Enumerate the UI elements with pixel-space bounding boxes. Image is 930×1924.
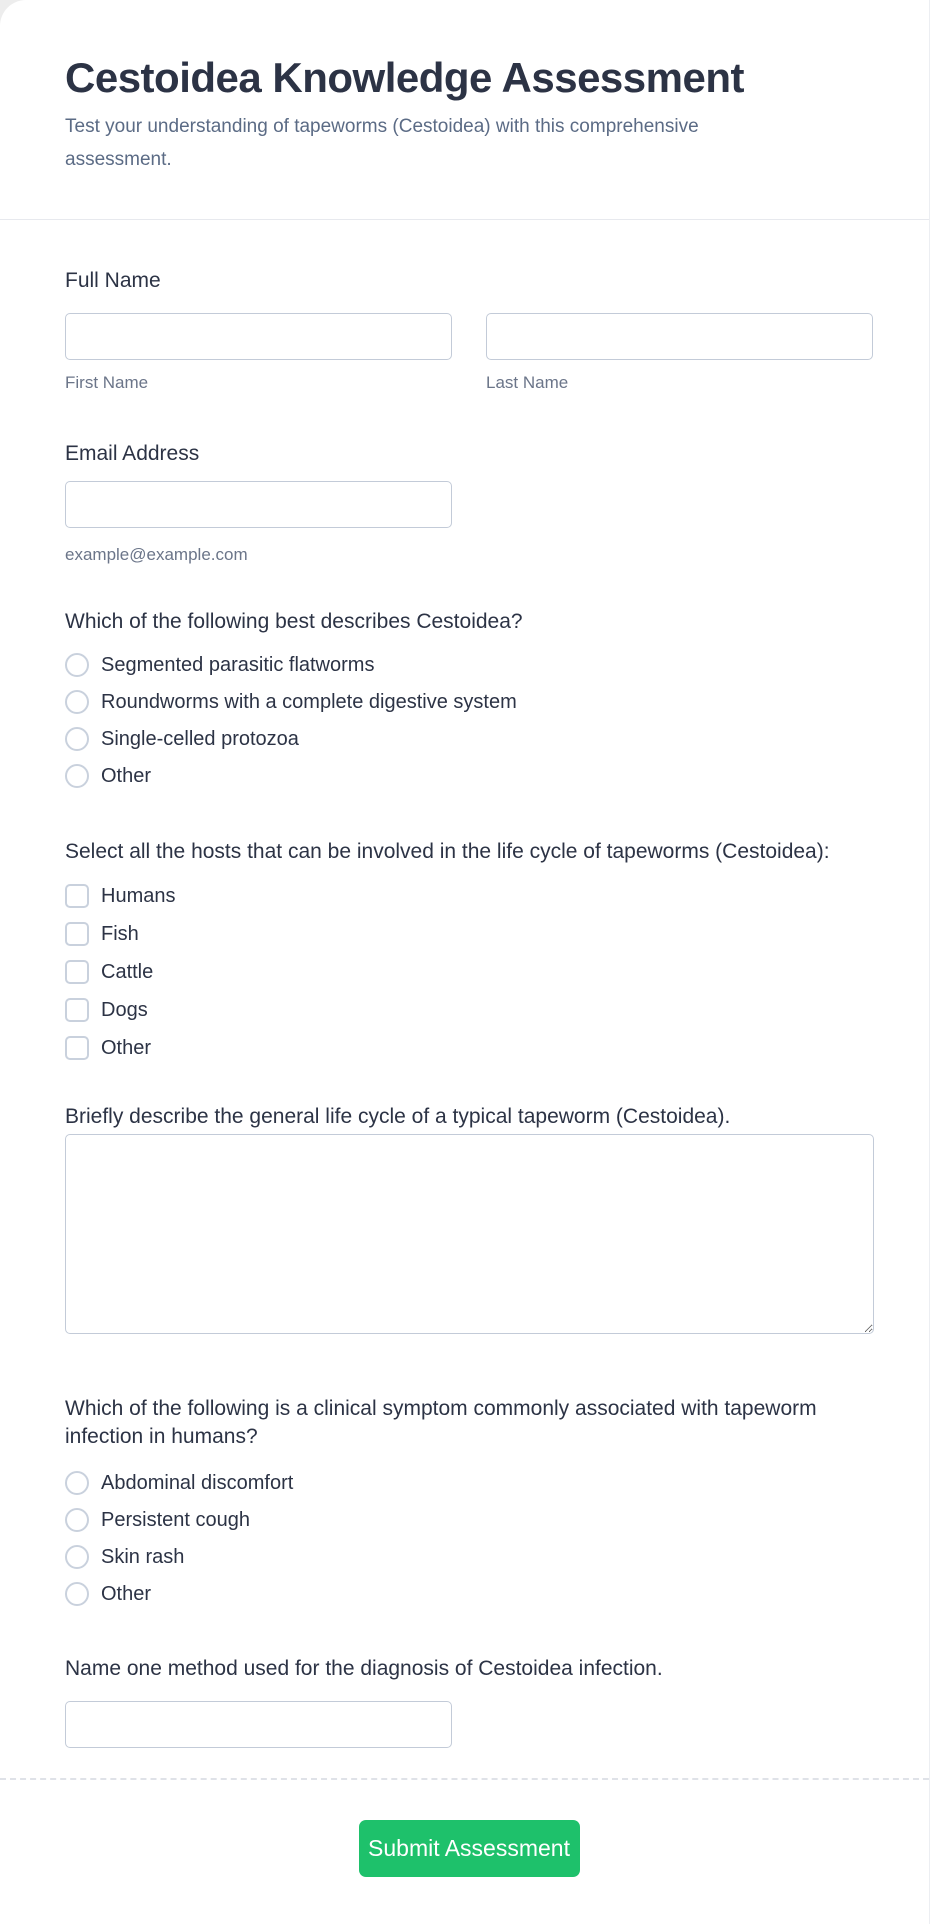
email-hint: example@example.com — [65, 545, 248, 564]
hosts-question-label: Select all the hosts that can be involved in the life cycle of tapeworms (Cestoidea): — [65, 840, 830, 863]
describe-question-label: Which of the following best describes Cestoidea? — [65, 610, 523, 633]
checkbox-option-row[interactable] — [65, 960, 873, 984]
checkbox-option-row[interactable] — [65, 1036, 873, 1060]
submit-section — [0, 1778, 929, 1923]
checkbox-option-label: Cattle — [101, 961, 154, 983]
checkbox-icon[interactable] — [65, 998, 89, 1022]
symptom-question-label: Which of the following is a clinical symptom commonly associated with tapeworm infection in humans? — [65, 1397, 817, 1448]
diagnosis-input[interactable] — [65, 1701, 452, 1748]
checkbox-icon[interactable] — [65, 1036, 89, 1060]
radio-icon[interactable] — [65, 653, 89, 677]
checkbox-option-row[interactable] — [65, 998, 873, 1022]
checkbox-icon[interactable] — [65, 960, 89, 984]
radio-icon[interactable] — [65, 1545, 89, 1569]
radio-option-row[interactable] — [65, 764, 873, 788]
checkbox-option-row[interactable] — [65, 884, 873, 908]
radio-icon[interactable] — [65, 764, 89, 788]
symptom-options-list — [65, 1471, 873, 1606]
radio-option-row[interactable] — [65, 1471, 873, 1495]
form-header — [0, 0, 929, 220]
questions-area — [0, 270, 929, 1748]
radio-option-row[interactable] — [65, 1582, 873, 1606]
checkbox-option-label: Dogs — [101, 999, 148, 1021]
checkbox-option-label: Humans — [101, 885, 176, 907]
checkbox-option-label: Other — [101, 1037, 152, 1059]
radio-icon[interactable] — [65, 690, 89, 714]
last-name-sublabel: Last Name — [486, 373, 569, 392]
full-name-sublabels-row — [65, 374, 873, 391]
radio-icon[interactable] — [65, 727, 89, 751]
radio-icon[interactable] — [65, 1582, 89, 1606]
full-name-label: Full Name — [65, 269, 161, 292]
diagnosis-question-label: Name one method used for the diagnosis of Cestoidea infection. — [65, 1657, 663, 1680]
radio-option-row[interactable] — [65, 727, 873, 751]
email-label: Email Address — [65, 442, 200, 465]
checkbox-icon[interactable] — [65, 884, 89, 908]
radio-option-label: Other — [101, 765, 152, 787]
checkbox-icon[interactable] — [65, 922, 89, 946]
form-title: Cestoidea Knowledge Assessment — [65, 54, 744, 101]
radio-option-row[interactable] — [65, 1508, 873, 1532]
radio-option-label: Single-celled protozoa — [101, 728, 299, 750]
radio-icon[interactable] — [65, 1508, 89, 1532]
radio-icon[interactable] — [65, 1471, 89, 1495]
checkbox-option-row[interactable] — [65, 922, 873, 946]
radio-option-label: Other — [101, 1583, 152, 1605]
form-subtitle: Test your understanding of tapeworms (Cestoidea) with this comprehensive assessment. — [65, 116, 699, 170]
email-input[interactable] — [65, 481, 452, 528]
hosts-options-list — [65, 884, 873, 1060]
radio-option-label: Skin rash — [101, 1546, 185, 1568]
radio-option-label: Abdominal discomfort — [101, 1472, 294, 1494]
lifecycle-question-label: Briefly describe the general life cycle of a typical tapeworm (Cestoidea). — [65, 1105, 731, 1128]
radio-option-row[interactable] — [65, 653, 873, 677]
radio-option-label: Roundworms with a complete digestive system — [101, 691, 517, 713]
radio-option-row[interactable] — [65, 690, 873, 714]
first-name-sublabel: First Name — [65, 373, 149, 392]
describe-options-list — [65, 653, 873, 788]
radio-option-row[interactable] — [65, 1545, 873, 1569]
radio-option-label: Persistent cough — [101, 1509, 250, 1531]
last-name-input[interactable] — [486, 313, 873, 360]
checkbox-option-label: Fish — [101, 923, 139, 945]
first-name-input[interactable] — [65, 313, 452, 360]
full-name-inputs-row — [65, 313, 873, 360]
submit-button[interactable]: Submit Assessment — [359, 1820, 580, 1877]
lifecycle-textarea[interactable] — [65, 1134, 874, 1334]
radio-option-label: Segmented parasitic flatworms — [101, 654, 375, 676]
